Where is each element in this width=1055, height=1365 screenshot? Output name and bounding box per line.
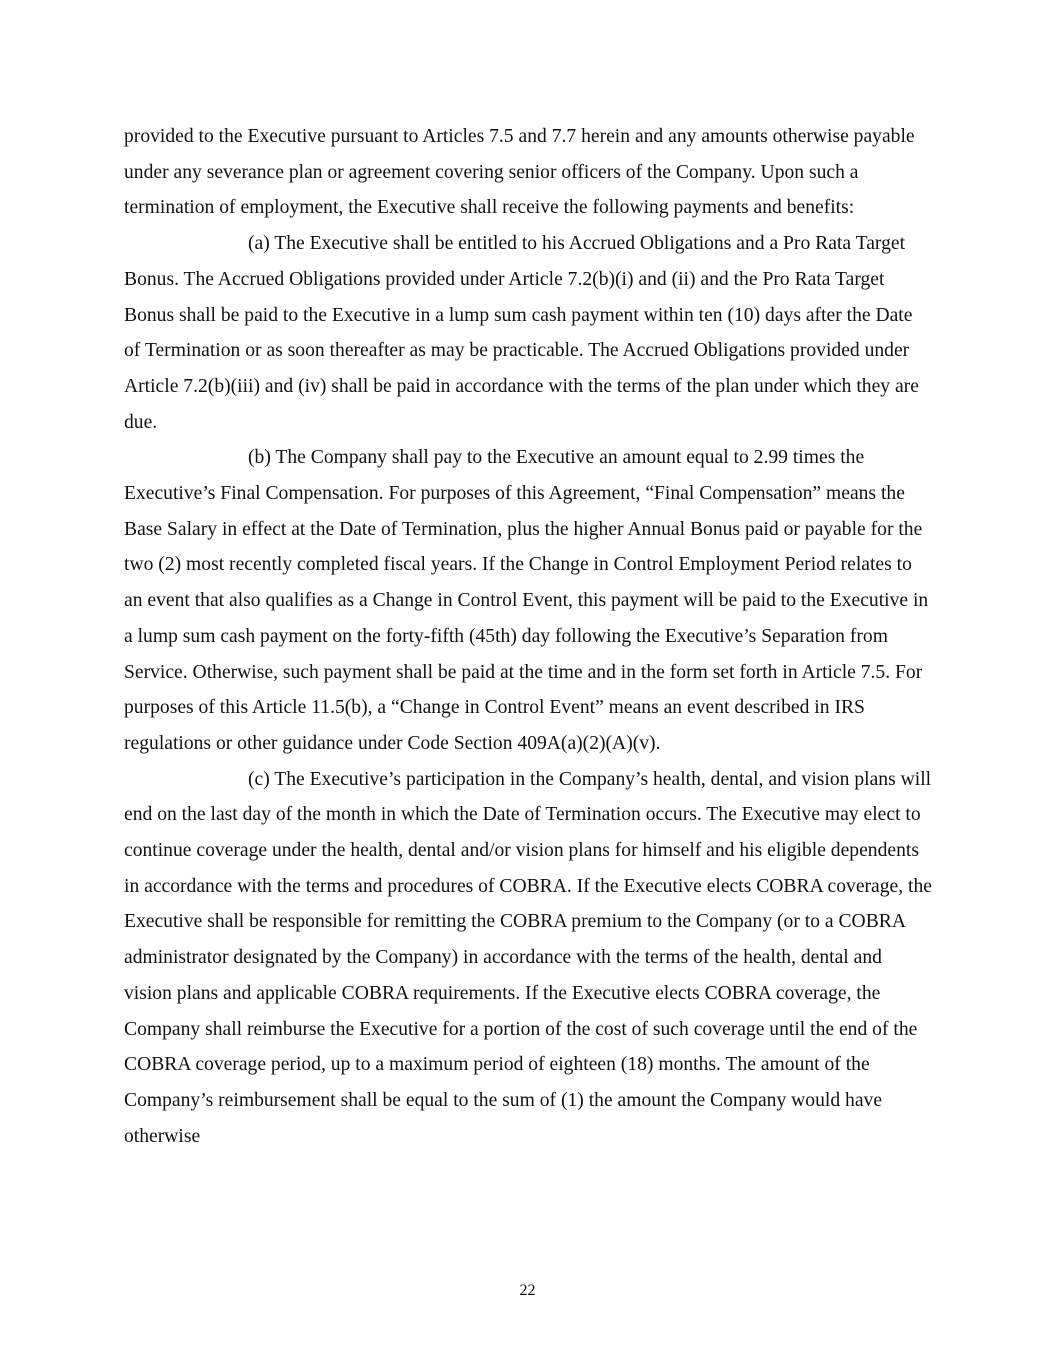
- paragraph-clause-a: (a) The Executive shall be entitled to his Accrued Obligations and a Pro Rata Target Bonus. The Accrued Obligations provided under Article 7.2(b)(i) and (ii) and the Pro Rata Target Bonus shall be paid to the Executive in a lump sum cash payment within ten (10) days after the Date of Termination or as soon thereafter as may be practicable. The Accrued Obligations provided under Article 7.2(b)(iii) and (iv) shall be paid in accordance with the terms of the plan under which they are due.: [124, 233, 919, 433]
- paragraph-clause-c: (c) The Executive’s participation in the Company’s health, dental, and vision plans will end on the last day of the month in which the Date of Termination occurs. The Executive may elect to continue coverage under the health, dental and/or vision plans for himself and his eligible dependents in accordance with the terms and procedures of COBRA. If the Executive elects COBRA coverage, the Executive shall be responsible for remitting the COBRA premium to the Company (or to a COBRA administrator designated by the Company) in accordance with the terms of the health, dental and vision plans and applicable COBRA requirements. If the Executive elects COBRA coverage, the Company shall reimburse the Executive for a portion of the cost of such coverage until the end of the COBRA coverage period, up to a maximum period of eighteen (18) months. The amount of the Company’s reimbursement shall be equal to the sum of (1) the amount the Company would have otherwise: [124, 768, 932, 1147]
- paragraph-clause-b: (b) The Company shall pay to the Executive an amount equal to 2.99 times the Executive’s Final Compensation. For purposes of this Agreement, “Final Compensation” means the Base Salary in effect at the Date of Termination, plus the higher Annual Bonus paid or payable for the two (2) most recently completed fiscal years. If the Change in Control Employment Period relates to an event that also qualifies as a Change in Control Event, this payment will be paid to the Executive in a lump sum cash payment on the forty-fifth (45th) day following the Executive’s Separation from Service. Otherwise, such payment shall be paid at the time and in the form set forth in Article 7.5. For purposes of this Article 11.5(b), a “Change in Control Event” means an event described in IRS regulations or other guidance under Code Section 409A(a)(2)(A)(v).: [124, 447, 929, 754]
- paragraph-intro-continuation: provided to the Executive pursuant to Articles 7.5 and 7.7 herein and any amounts otherwise payable under any severance plan or agreement covering senior officers of the Company. Upon such a termination of employment, the Executive shall receive the following payments and benefits:: [124, 126, 915, 219]
- document-body: [124, 119, 932, 1154]
- page-number: 22: [519, 1282, 536, 1299]
